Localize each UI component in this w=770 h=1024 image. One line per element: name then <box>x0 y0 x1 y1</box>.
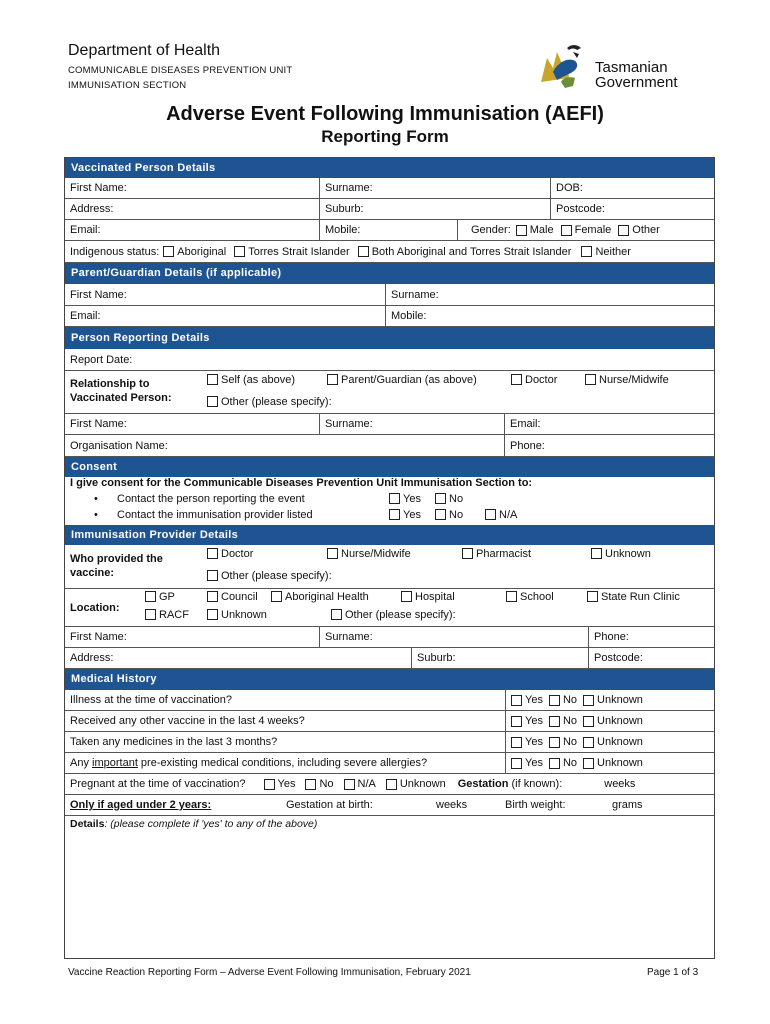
label-gestation: Gestation <box>457 778 509 790</box>
label-q1-no: No <box>562 694 578 706</box>
consent-1-yes <box>389 493 421 505</box>
checkbox-q3-no[interactable] <box>549 737 560 748</box>
checkbox-consent2-yes[interactable] <box>389 509 400 520</box>
checkbox-provider-unknown[interactable] <box>591 548 602 559</box>
thylacine-logo-icon <box>533 38 595 96</box>
checkbox-aboriginal[interactable] <box>163 246 174 257</box>
checkbox-q2-unknown[interactable] <box>583 716 594 727</box>
location-school <box>506 591 554 603</box>
question-conditions <box>65 753 505 773</box>
label-provider-other: Other (please specify): <box>221 570 332 582</box>
logo-text-tasmanian: Tasmanian <box>595 59 668 76</box>
row-vaccinated-name <box>65 178 714 199</box>
label-provider-nurse: Nurse/Midwife <box>341 548 411 560</box>
checkbox-q1-unknown[interactable] <box>583 695 594 706</box>
label-provider-suburb: Suburb: <box>417 652 456 664</box>
label-reporter-doctor: Doctor <box>525 374 558 386</box>
consent-2-yes <box>389 509 421 521</box>
checkbox-pregnant-no[interactable] <box>305 779 316 790</box>
label-hospital: Hospital <box>415 591 455 603</box>
row-medical-q1 <box>65 690 714 711</box>
checkbox-provider-other[interactable] <box>207 570 218 581</box>
section-person-reporting: Person Reporting Details <box>65 327 714 349</box>
guardian-mobile-field[interactable] <box>385 306 714 326</box>
label-provider-first-name: First Name: <box>70 631 127 643</box>
row-relationship <box>65 371 714 414</box>
label-racf: RACF <box>159 609 189 621</box>
location-gp <box>145 591 175 603</box>
label-birth-weight: Birth weight: <box>505 799 566 811</box>
provider-pharmacist <box>462 548 531 560</box>
label-reporter-first-name: First Name: <box>70 418 127 430</box>
reporter-email-field[interactable] <box>504 414 714 434</box>
label-aboriginal-health: Aboriginal Health <box>285 591 369 603</box>
label-surname: Surname: <box>325 182 373 194</box>
consent-bullet-1: • <box>94 493 98 505</box>
label-aboriginal: Aboriginal <box>177 245 227 258</box>
label-guardian-first-name: First Name: <box>70 288 127 301</box>
row-vaccinated-address <box>65 199 714 220</box>
checkbox-consent2-na[interactable] <box>485 509 496 520</box>
checkbox-consent1-no[interactable] <box>435 493 446 504</box>
label-torres-strait: Torres Strait Islander <box>248 245 350 258</box>
answers-q1 <box>505 690 714 710</box>
logo-text-government: Government <box>595 74 678 91</box>
option-parent <box>327 374 477 386</box>
label-q4-no: No <box>562 757 578 769</box>
section-provider: Immunisation Provider Details <box>65 525 714 545</box>
location-council <box>207 591 258 603</box>
unit-name: COMMUNICABLE DISEASES PREVENTION UNIT <box>68 65 293 76</box>
label-pregnant: Pregnant at the time of vaccination? <box>70 778 246 790</box>
row-provider-address <box>65 648 714 669</box>
checkbox-q4-yes[interactable] <box>511 758 522 769</box>
location-unknown <box>207 609 267 621</box>
question-illness <box>65 690 505 710</box>
label-pregnant-unknown: Unknown <box>399 778 446 790</box>
label-reporter-surname: Surname: <box>325 418 373 430</box>
label-q1: Illness at the time of vaccination? <box>70 694 233 706</box>
row-guardian-name <box>65 284 714 306</box>
provider-postcode-field[interactable] <box>588 648 714 668</box>
row-organisation <box>65 435 714 457</box>
row-guardian-contact <box>65 306 714 327</box>
label-location-other: Other (please specify): <box>345 609 456 621</box>
vaccinated-email-field[interactable] <box>65 220 319 240</box>
label-pregnant-no: No <box>319 778 334 790</box>
label-q2-no: No <box>562 715 578 727</box>
label-school: School <box>520 591 554 603</box>
label-first-name: First Name: <box>70 182 127 194</box>
checkbox-racf[interactable] <box>145 609 156 620</box>
checkbox-reporter-doctor[interactable] <box>511 374 522 385</box>
checkbox-provider-doctor[interactable] <box>207 548 218 559</box>
answers-q2 <box>505 711 714 731</box>
checkbox-gp[interactable] <box>145 591 156 602</box>
label-consent1-yes: Yes <box>403 493 421 505</box>
label-who-2: vaccine: <box>70 567 115 579</box>
label-if-known: (if known): <box>508 778 563 790</box>
section-name: IMMUNISATION SECTION <box>68 80 187 91</box>
label-parent: Parent/Guardian (as above) <box>341 374 477 386</box>
label-q2: Received any other vaccine in the last 4 weeks? <box>70 715 305 727</box>
checkbox-parent[interactable] <box>327 374 338 385</box>
label-reporter-nurse: Nurse/Midwife <box>599 374 669 386</box>
label-gender-other: Other <box>632 224 660 236</box>
consent-item-1: Contact the person reporting the event <box>117 493 305 505</box>
row-medical-q2 <box>65 711 714 732</box>
vaccinated-suburb-field[interactable] <box>319 199 550 219</box>
checkbox-q4-no[interactable] <box>549 758 560 769</box>
provider-suburb-field[interactable] <box>411 648 588 668</box>
provider-phone-field[interactable] <box>588 627 714 647</box>
reporter-phone-field[interactable] <box>504 435 714 456</box>
label-reporter-phone: Phone: <box>510 439 545 452</box>
vaccinated-address-field[interactable] <box>65 199 319 219</box>
answers-q3 <box>505 732 714 752</box>
consent-statement: I give consent for the Communicable Diseases Prevention Unit Immunisation Section to: <box>70 477 533 489</box>
guardian-email-field[interactable] <box>65 306 385 326</box>
checkbox-self[interactable] <box>207 374 218 385</box>
label-suburb: Suburb: <box>325 203 364 215</box>
label-pregnant-yes: Yes <box>277 778 296 790</box>
vaccinated-dob-field[interactable] <box>550 178 714 198</box>
label-guardian-email: Email: <box>70 310 101 322</box>
label-report-date: Report Date: <box>70 353 133 366</box>
label-reporter-other: Other (please specify): <box>221 396 332 408</box>
label-neither: Neither <box>595 245 631 258</box>
option-nurse <box>585 374 669 386</box>
label-q4-important: important <box>92 757 138 769</box>
label-who-1: Who provided the <box>70 553 163 565</box>
checkbox-q2-yes[interactable] <box>511 716 522 727</box>
checkbox-both[interactable] <box>358 246 369 257</box>
checkbox-provider-pharmacist[interactable] <box>462 548 473 559</box>
checkbox-neither[interactable] <box>581 246 592 257</box>
checkbox-provider-nurse[interactable] <box>327 548 338 559</box>
row-provider-name <box>65 627 714 648</box>
consent-item-2: Contact the immunisation provider listed <box>117 509 313 521</box>
option-reporter-other <box>207 396 332 408</box>
label-birth-weeks: weeks <box>436 799 468 811</box>
reporter-first-name-field[interactable] <box>65 414 319 434</box>
row-medical-q4 <box>65 753 714 774</box>
label-q1-yes: Yes <box>525 694 543 706</box>
label-q1-unknown: Unknown <box>597 694 643 706</box>
guardian-surname-field[interactable] <box>385 284 714 305</box>
reporter-surname-field[interactable] <box>319 414 504 434</box>
label-q2-yes: Yes <box>525 715 543 727</box>
label-address: Address: <box>70 203 114 215</box>
checkbox-reporter-nurse[interactable] <box>585 374 596 385</box>
answers-q4 <box>505 753 714 773</box>
label-location-unknown: Unknown <box>221 609 267 621</box>
row-pregnant <box>65 774 714 795</box>
row-under-2 <box>65 795 714 816</box>
provider-unknown <box>591 548 651 560</box>
report-date-field[interactable] <box>65 349 714 370</box>
label-q3-yes: Yes <box>525 736 543 748</box>
label-q4-unknown: Unknown <box>597 757 643 769</box>
label-consent2-yes: Yes <box>403 509 421 521</box>
label-q3-no: No <box>562 736 578 748</box>
checkbox-location-unknown[interactable] <box>207 609 218 620</box>
row-report-date <box>65 349 714 371</box>
checkbox-hospital[interactable] <box>401 591 412 602</box>
label-pregnant-na: N/A <box>357 778 376 790</box>
indigenous-status-group <box>65 241 714 262</box>
label-male: Male <box>529 224 554 236</box>
label-email: Email: <box>70 224 101 236</box>
location-racf <box>145 609 189 621</box>
label-self: Self (as above) <box>221 374 295 386</box>
label-relationship-1: Relationship to <box>70 378 150 390</box>
label-gp: GP <box>159 591 175 603</box>
row-indigenous-status <box>65 241 714 263</box>
provider-doctor <box>207 548 253 560</box>
consent-2-na <box>485 509 517 521</box>
label-gestation-weeks: weeks <box>604 778 636 790</box>
provider-other <box>207 570 332 582</box>
label-location: Location: <box>70 602 120 614</box>
guardian-first-name-field[interactable] <box>65 284 385 305</box>
footer-page-number: Page 1 of 3 <box>647 967 699 978</box>
vaccinated-mobile-field[interactable] <box>319 220 457 240</box>
consent-block <box>65 477 714 525</box>
label-relationship-2: Vaccinated Person: <box>70 392 172 404</box>
row-who-provided <box>65 545 714 589</box>
row-vaccinated-contact <box>65 220 714 241</box>
label-q2-unknown: Unknown <box>597 715 643 727</box>
label-q3: Taken any medicines in the last 3 months? <box>70 736 278 748</box>
location-state-run <box>587 591 680 603</box>
checkbox-aboriginal-health[interactable] <box>271 591 282 602</box>
label-under-2: Only if aged under 2 years: <box>70 799 212 811</box>
label-reporter-email: Email: <box>510 418 541 430</box>
label-guardian-surname: Surname: <box>391 288 439 301</box>
consent-1-no <box>435 493 463 505</box>
section-vaccinated-person: Vaccinated Person Details <box>65 158 714 178</box>
checkbox-consent2-no[interactable] <box>435 509 446 520</box>
label-consent2-no: No <box>449 509 464 521</box>
checkbox-location-other[interactable] <box>331 609 342 620</box>
label-grams: grams <box>612 799 643 811</box>
checkbox-pregnant-unknown[interactable] <box>386 779 397 790</box>
location-hospital <box>401 591 455 603</box>
vaccinated-postcode-field[interactable] <box>550 199 714 219</box>
checkbox-state-run[interactable] <box>587 591 598 602</box>
section-parent-guardian: Parent/Guardian Details (if applicable) <box>65 263 714 284</box>
checkbox-q4-unknown[interactable] <box>583 758 594 769</box>
organisation-name-field[interactable] <box>65 435 504 456</box>
consent-bullet-2: • <box>94 509 98 521</box>
provider-nurse <box>327 548 411 560</box>
label-organisation: Organisation Name: <box>70 439 168 452</box>
checkbox-school[interactable] <box>506 591 517 602</box>
row-medical-q3 <box>65 732 714 753</box>
details-label-group <box>70 818 317 830</box>
form-subtitle: Reporting Form <box>321 127 449 146</box>
footer-form-title: Vaccine Reaction Reporting Form – Adverse Event Following Immunisation, February 2021 <box>68 967 471 978</box>
department-name: Department of Health <box>68 42 221 59</box>
label-provider-postcode: Postcode: <box>594 652 643 664</box>
checkbox-consent1-yes[interactable] <box>389 493 400 504</box>
location-aboriginal-health <box>271 591 369 603</box>
label-q4-post: pre-existing medical conditions, including severe allergies? <box>137 757 428 769</box>
vaccinated-surname-field[interactable] <box>319 178 550 198</box>
label-provider-surname: Surname: <box>325 631 373 643</box>
label-q4-pre: Any <box>70 757 93 769</box>
row-reporter-name <box>65 414 714 435</box>
label-provider-address: Address: <box>70 652 114 664</box>
checkbox-council[interactable] <box>207 591 218 602</box>
details-field[interactable] <box>65 816 714 958</box>
label-guardian-mobile: Mobile: <box>391 310 427 322</box>
consent-2-no <box>435 509 463 521</box>
label-gestation-birth: Gestation at birth: <box>286 799 373 811</box>
checkbox-pregnant-yes[interactable] <box>264 779 275 790</box>
label-female: Female <box>574 224 612 236</box>
label-q4-yes: Yes <box>525 757 543 769</box>
checkbox-q3-yes[interactable] <box>511 737 522 748</box>
provider-surname-field[interactable] <box>319 627 588 647</box>
label-details: Details <box>70 818 105 830</box>
label-mobile: Mobile: <box>325 224 361 236</box>
checkbox-q3-unknown[interactable] <box>583 737 594 748</box>
label-provider-doctor: Doctor <box>221 548 254 560</box>
label-provider-phone: Phone: <box>594 631 629 643</box>
checkbox-male[interactable] <box>516 225 527 236</box>
label-both: Both Aboriginal and Torres Strait Islander <box>371 245 572 258</box>
checkbox-pregnant-na[interactable] <box>344 779 355 790</box>
checkbox-reporter-other[interactable] <box>207 396 218 407</box>
label-gender: Gender: <box>471 224 511 236</box>
vaccinated-first-name-field[interactable] <box>65 178 319 198</box>
label-details-note: : (please complete if 'yes' to any of the above) <box>104 818 318 830</box>
label-consent1-no: No <box>449 493 464 505</box>
provider-first-name-field[interactable] <box>65 627 319 647</box>
checkbox-q1-no[interactable] <box>549 695 560 706</box>
option-doctor <box>511 374 557 386</box>
label-state-run: State Run Clinic <box>601 591 680 603</box>
option-self <box>207 374 295 386</box>
checkbox-female[interactable] <box>561 225 572 236</box>
form-title: Adverse Event Following Immunisation (AEFI) <box>166 103 604 125</box>
label-consent2-na: N/A <box>499 509 518 521</box>
label-dob: DOB: <box>556 182 583 194</box>
reporting-form <box>64 157 715 959</box>
row-location <box>65 589 714 627</box>
checkbox-q1-yes[interactable] <box>511 695 522 706</box>
provider-address-field[interactable] <box>65 648 411 668</box>
label-provider-unknown: Unknown <box>605 548 651 560</box>
vaccinated-gender-group <box>457 220 714 240</box>
label-postcode: Postcode: <box>556 203 605 215</box>
label-council: Council <box>221 591 258 603</box>
label-indigenous-status: Indigenous status: <box>70 245 160 258</box>
section-consent: Consent <box>65 457 714 477</box>
label-provider-pharmacist: Pharmacist <box>476 548 532 560</box>
pregnant-group <box>65 774 714 794</box>
question-other-vaccine <box>65 711 505 731</box>
section-medical-history: Medical History <box>65 669 714 690</box>
label-q3-unknown: Unknown <box>597 736 643 748</box>
checkbox-q2-no[interactable] <box>549 716 560 727</box>
question-medicines <box>65 732 505 752</box>
checkbox-gender-other[interactable] <box>618 225 629 236</box>
location-other <box>331 609 456 621</box>
tasmanian-government-logo <box>533 38 723 96</box>
checkbox-torres-strait[interactable] <box>234 246 245 257</box>
